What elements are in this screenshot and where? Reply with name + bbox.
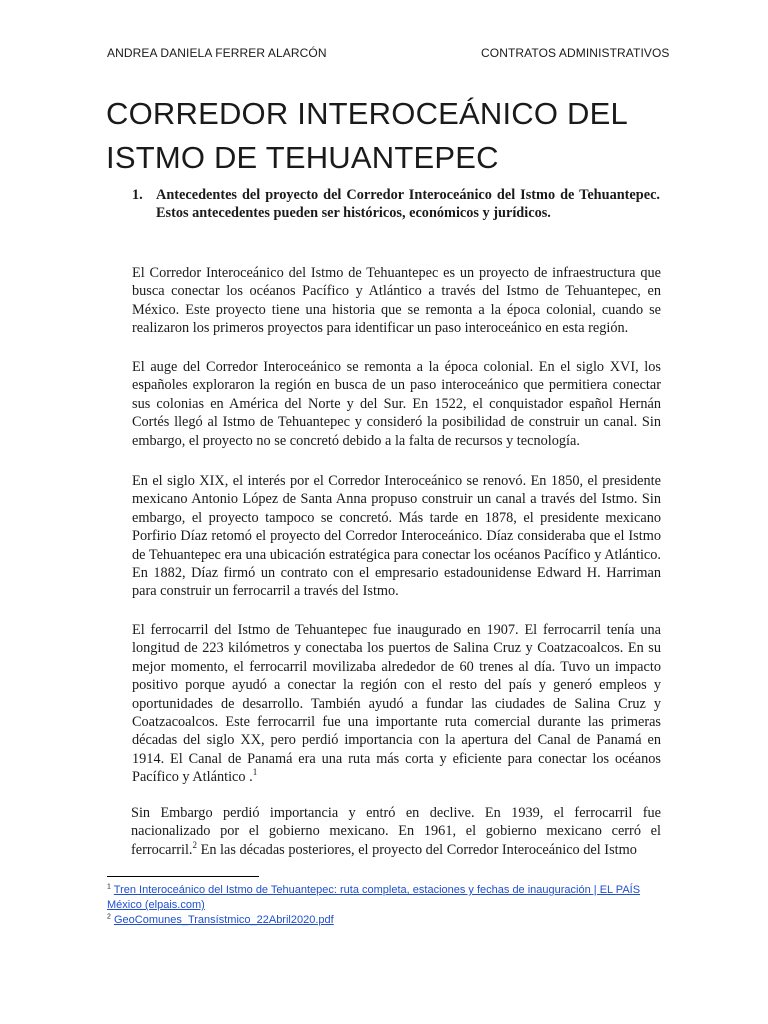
document-title: CORREDOR INTEROCEÁNICO DEL ISTMO DE TEHUANTEPEC (106, 96, 627, 175)
footnote-1 (107, 883, 667, 913)
header-author: ANDREA DANIELA FERRER ALARCÓN (107, 46, 327, 60)
footnote-2 (107, 913, 667, 928)
paragraph-4-text: El ferrocarril del Istmo de Tehuantepec fue inaugurado en 1907. El ferrocarril tenía una longitud de 223 kilómetros y conectaba los puertos de Salina Cruz y Coatzacoalcos. En su mejor momento, el ferrocarril movilizaba alrededor de 60 trenes al día. Tuvo un impacto positivo porque ayudó a conectar la región con el resto del país y generó empleos y oportunidades de desarrollo. También ayudó a fundar las ciudades de Salina Cruz y Coatzacoalcos. Este ferrocarril fue una importante ruta comercial durante las primeras décadas del siglo XX, pero perdió importancia con la apertura del Canal de Panamá en 1914. El Canal de Panamá era una ruta más corta y eficiente para conectar los océanos Pacífico y Atlántico . (132, 622, 661, 786)
paragraph-1: El Corredor Interoceánico del Istmo de Tehuantepec es un proyecto de infraestructura que busca conectar los océanos Pacífico y Atlántico a través del Istmo de Tehuantepec, en México. Este proyecto tiene una historia que se remonta a la época colonial, cuando se realizaron los primeros proyectos para identificar un paso interoceánico en esta región. (132, 265, 661, 337)
header-subject: CONTRATOS ADMINISTRATIVOS (481, 46, 670, 60)
paragraph-3: En el siglo XIX, el interés por el Corredor Interoceánico se renovó. En 1850, el presidente mexicano Antonio López de Santa Anna propuso construir un canal a través del Istmo. Sin embargo, el proyecto tampoco se concretó. Más tarde en 1878, el presidente mexicano Porfirio Díaz retomó el proyecto del Corredor Interoceánico. Díaz consideraba que el Istmo de Tehuantepec era una ubicación estratégica para conectar los océanos Pacífico y Atlántico. En 1882, Díaz firmó un contrato con el empresario estadounidense Edward H. Harriman para construir un ferrocarril a través del Istmo. (132, 473, 661, 600)
footnote-ref-2[interactable]: 2 (192, 840, 198, 851)
paragraph-2: El auge del Corredor Interoceánico se remonta a la época colonial. En el siglo XVI, los españoles exploraron la región en busca de un paso interoceánico que permitiera conectar sus colonias en América del Norte y del Sur. En 1522, el conquistador español Hernán Cortés llegó al Istmo de Tehuantepec y consideró la posibilidad de construir un canal. Sin embargo, el proyecto no se concretó debido a la falta de recursos y tecnología. (132, 359, 661, 449)
paragraph-5 (131, 804, 661, 859)
footnote-separator (107, 876, 259, 877)
footnote-link-geocomunes-pdf[interactable]: GeoComunes_Transístmico_22Abril2020.pdf (113, 914, 334, 926)
footnotes (107, 883, 667, 928)
paragraph-5-text-a: Sin Embargo perdió importancia y entró en declive. En 1939, el ferrocarril fue nacionalizado por el gobierno mexicano. En 1961, el gobierno mexicano cerró el ferrocarril. (131, 805, 661, 858)
section-heading (132, 186, 660, 222)
footnote-link-elpais[interactable]: Tren Interoceánico del Istmo de Tehuantepec: ruta completa, estaciones y fechas de inauguración | EL PAÍS México (elpais.com) (107, 884, 641, 911)
footnote-ref-1[interactable]: 1 (252, 767, 258, 778)
footnote-mark-2: 2 (107, 913, 111, 921)
paragraph-4 (132, 621, 661, 787)
paragraph-5-text-b: En las décadas posteriores, el proyecto del Corredor Interoceánico del Istmo (197, 841, 637, 858)
footnote-mark-1: 1 (107, 883, 111, 891)
section-number: 1. (132, 187, 143, 203)
section-heading-text: Antecedentes del proyecto del Corredor Interoceánico del Istmo de Tehuantepec. Estos antecedentes pueden ser históricos, económicos y jurídicos. (156, 187, 660, 221)
